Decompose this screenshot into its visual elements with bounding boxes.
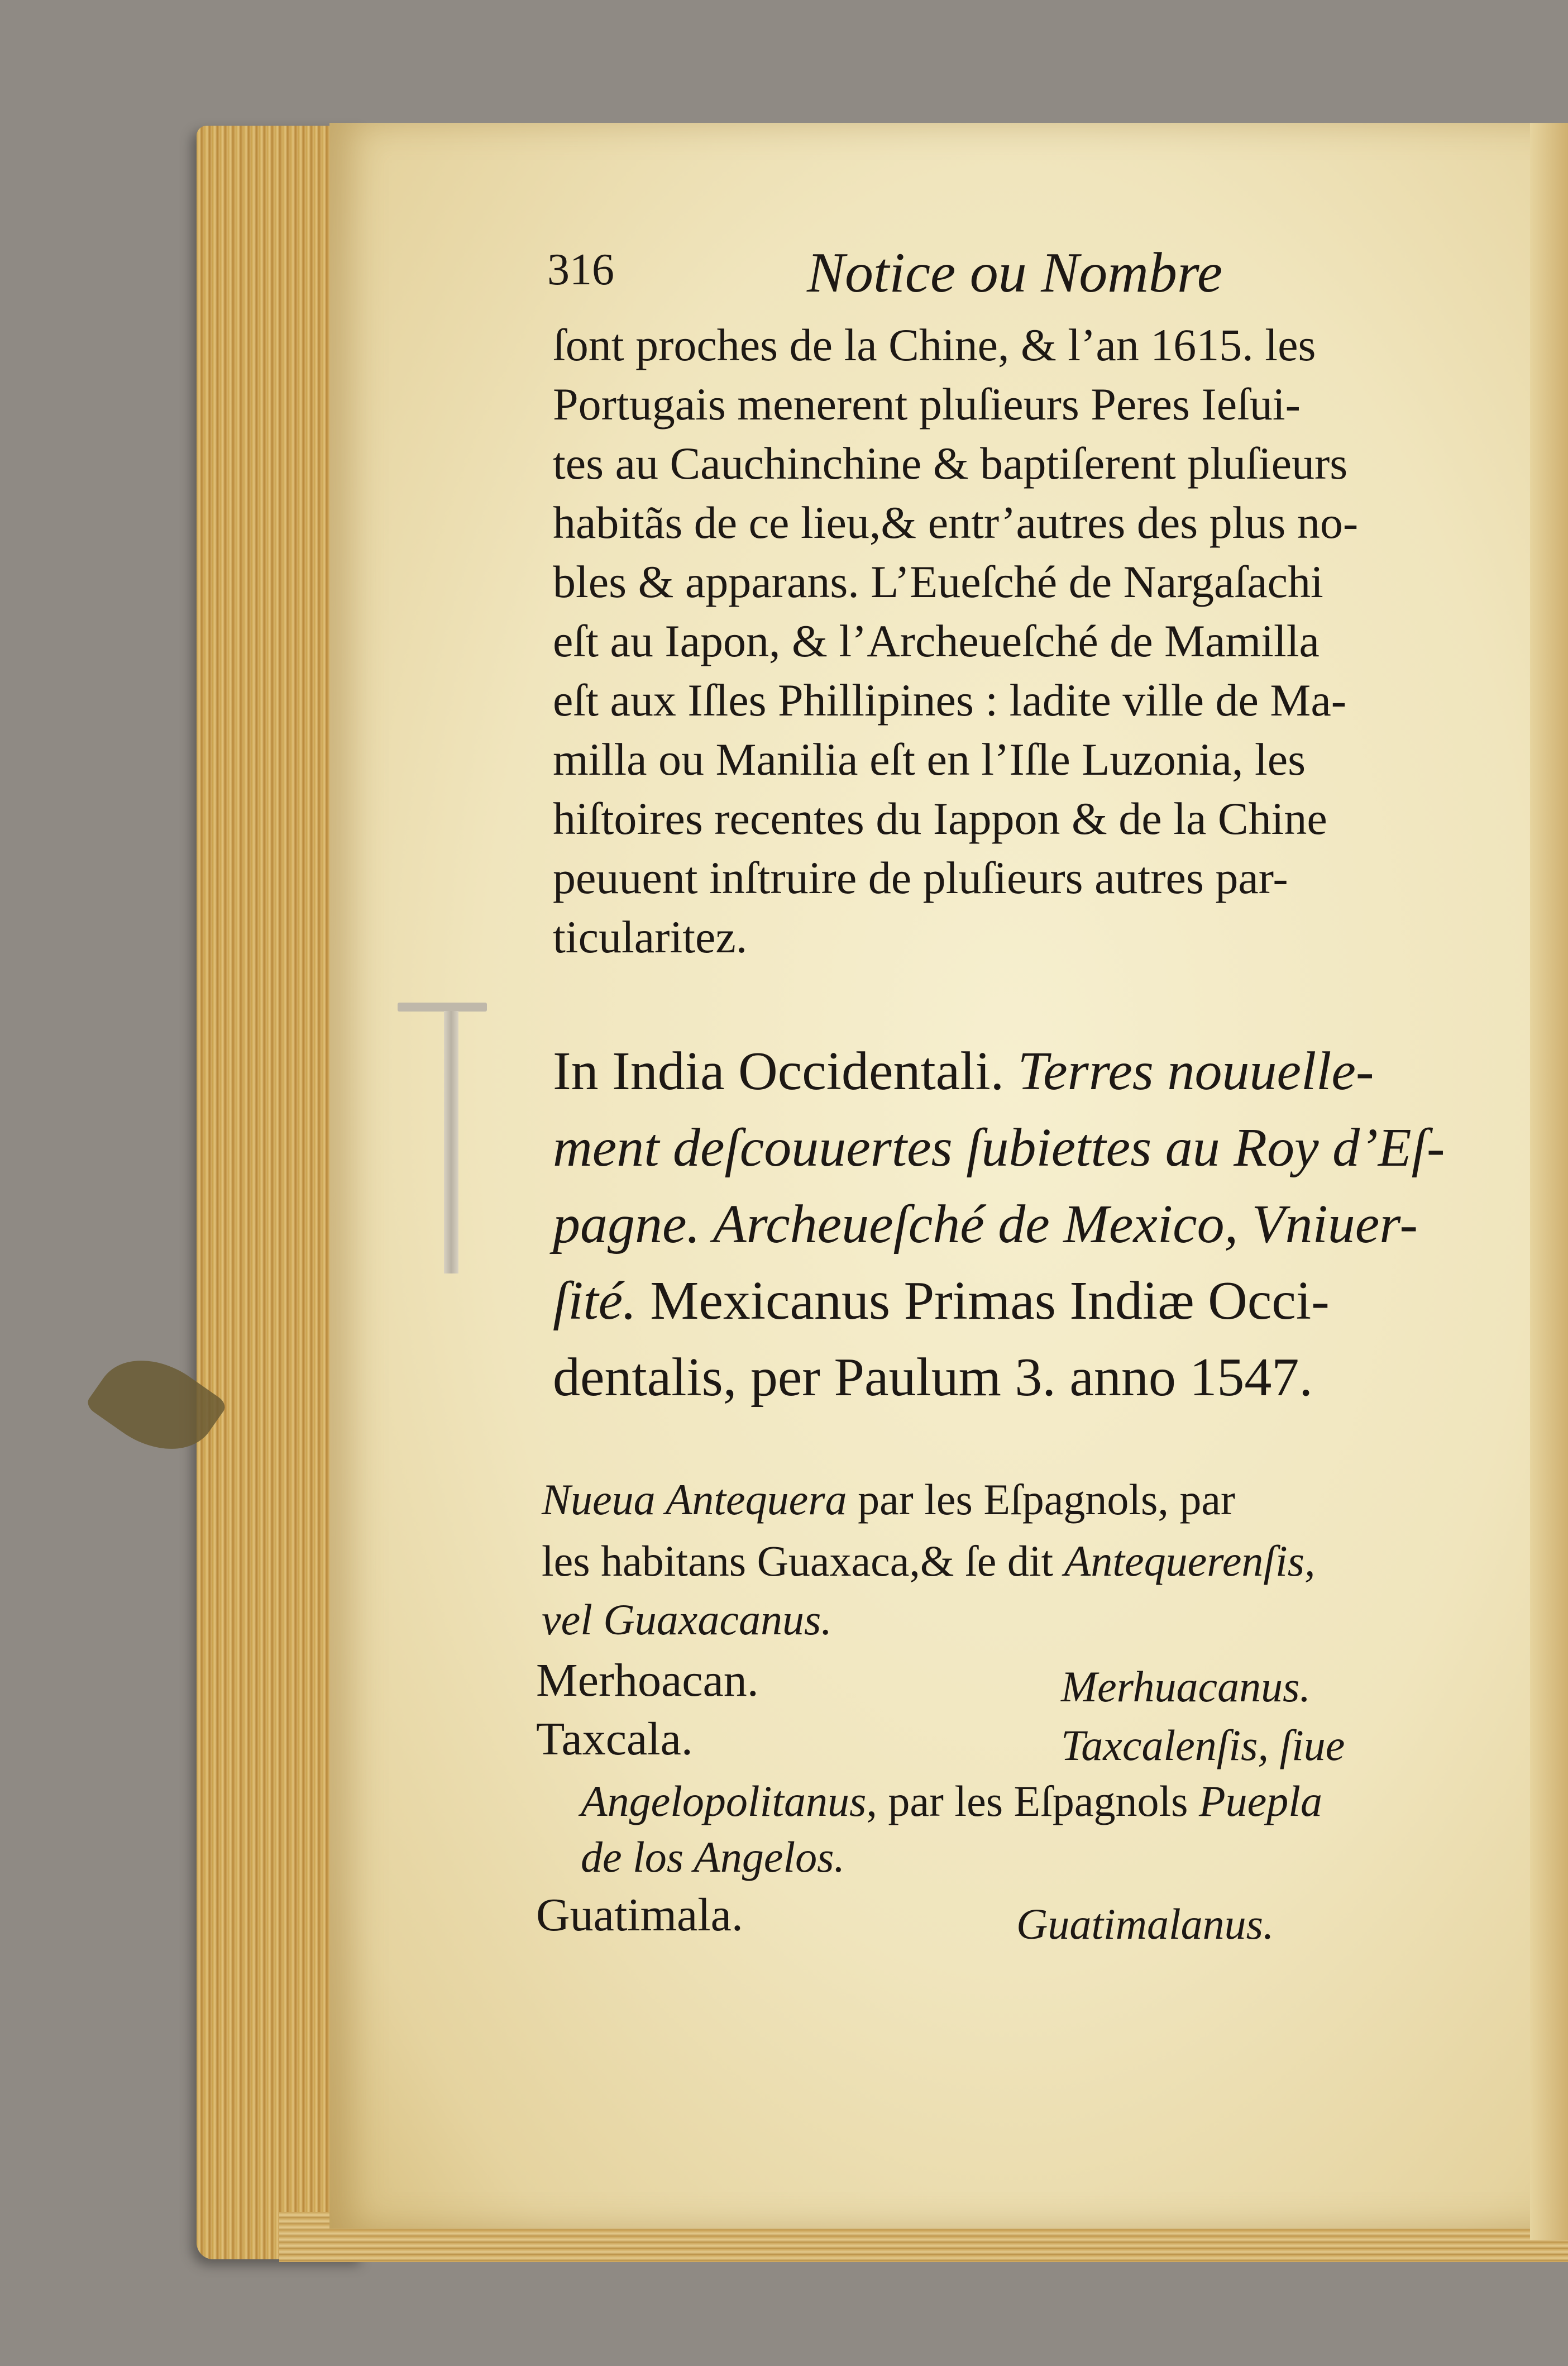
italic-run: ſité. xyxy=(553,1271,637,1331)
text-line: pagne. Archeueſché de Mexico, Vniuer- xyxy=(553,1194,1418,1254)
bookmark-ribbon xyxy=(444,1011,458,1273)
roman-run: , par les Eſpagnols xyxy=(866,1777,1199,1825)
entry-antequera-line-3: vel Guaxacanus. xyxy=(542,1595,832,1644)
entry-antequera-line-2 xyxy=(542,1536,1316,1586)
text-line: ſont proches de la Chine, & l’an 1615. les xyxy=(553,319,1316,370)
section-heading-line xyxy=(553,1033,1445,1110)
text-line xyxy=(553,1263,1445,1339)
italic-run: Nueua Antequera xyxy=(542,1475,847,1524)
roman-run: Mexicanus Primas Indiæ Occi- xyxy=(636,1271,1330,1331)
entry-merhuacanus: Merhuacanus. xyxy=(1061,1662,1311,1711)
running-title: Notice ou Nombre xyxy=(807,241,1223,304)
text-line: Portugais menerent pluſieurs Peres Ieſui- xyxy=(553,379,1301,430)
text-line: milla ou Manilia eſt en l’Iſle Luzonia, les xyxy=(553,734,1306,785)
italic-run: Puepla xyxy=(1199,1777,1322,1825)
text-line: ticularitez. xyxy=(553,912,748,962)
bookmark-ribbon-top xyxy=(398,1003,487,1012)
text-line: habitãs de ce lieu,& entr’autres des plus no- xyxy=(553,497,1359,548)
text-line: dentalis, per Paulum 3. anno 1547. xyxy=(553,1347,1313,1408)
heading-italic: Terres nouuelle- xyxy=(1017,1041,1374,1101)
text-line: eſt au Iapon, & l’Archeueſché de Mamilla xyxy=(553,616,1320,666)
entry-guatimalanus: Guatimalanus. xyxy=(1016,1900,1274,1948)
india-occidentali-section xyxy=(553,1033,1445,1416)
text-line: ment deſcouuertes ſubiettes au Roy d’Eſ- xyxy=(553,1118,1445,1178)
entry-taxcala-line-3: de los Angelos. xyxy=(581,1833,845,1881)
entry-guatimala: Guatimala. xyxy=(536,1889,743,1941)
text-line: tes au Cauchinchine & baptiſerent pluſieurs xyxy=(553,438,1348,489)
entry-merhoacan: Merhoacan. xyxy=(536,1654,759,1706)
entry-antequera-line-1 xyxy=(542,1475,1235,1525)
heading-roman: In India Occidentali. xyxy=(553,1041,1018,1101)
entry-taxcala-line-2 xyxy=(581,1776,1322,1826)
paragraph-1 xyxy=(553,316,1358,967)
text-line: peuuent inſtruire de pluſieurs autres par- xyxy=(553,852,1288,903)
roman-run: par les Eſpagnols, par xyxy=(847,1475,1235,1524)
page-number: 316 xyxy=(547,245,614,294)
italic-run: Antequerenſis, xyxy=(1064,1537,1316,1585)
entry-taxcalensis: Taxcalenſis, ſiue xyxy=(1061,1721,1345,1769)
text-line: bles & apparans. L’Eueſché de Nargaſachi xyxy=(553,556,1323,607)
text-line: eſt aux Iſles Phillipines : ladite ville de Ma- xyxy=(553,675,1347,726)
page-right-edge xyxy=(1530,123,1568,2240)
roman-run: les habitans Guaxaca,& ſe dit xyxy=(542,1537,1064,1585)
text-line: hiſtoires recentes du Iappon & de la Chine xyxy=(553,793,1327,844)
entry-taxcala: Taxcala. xyxy=(536,1713,693,1765)
italic-run: Angelopolitanus xyxy=(581,1777,867,1825)
